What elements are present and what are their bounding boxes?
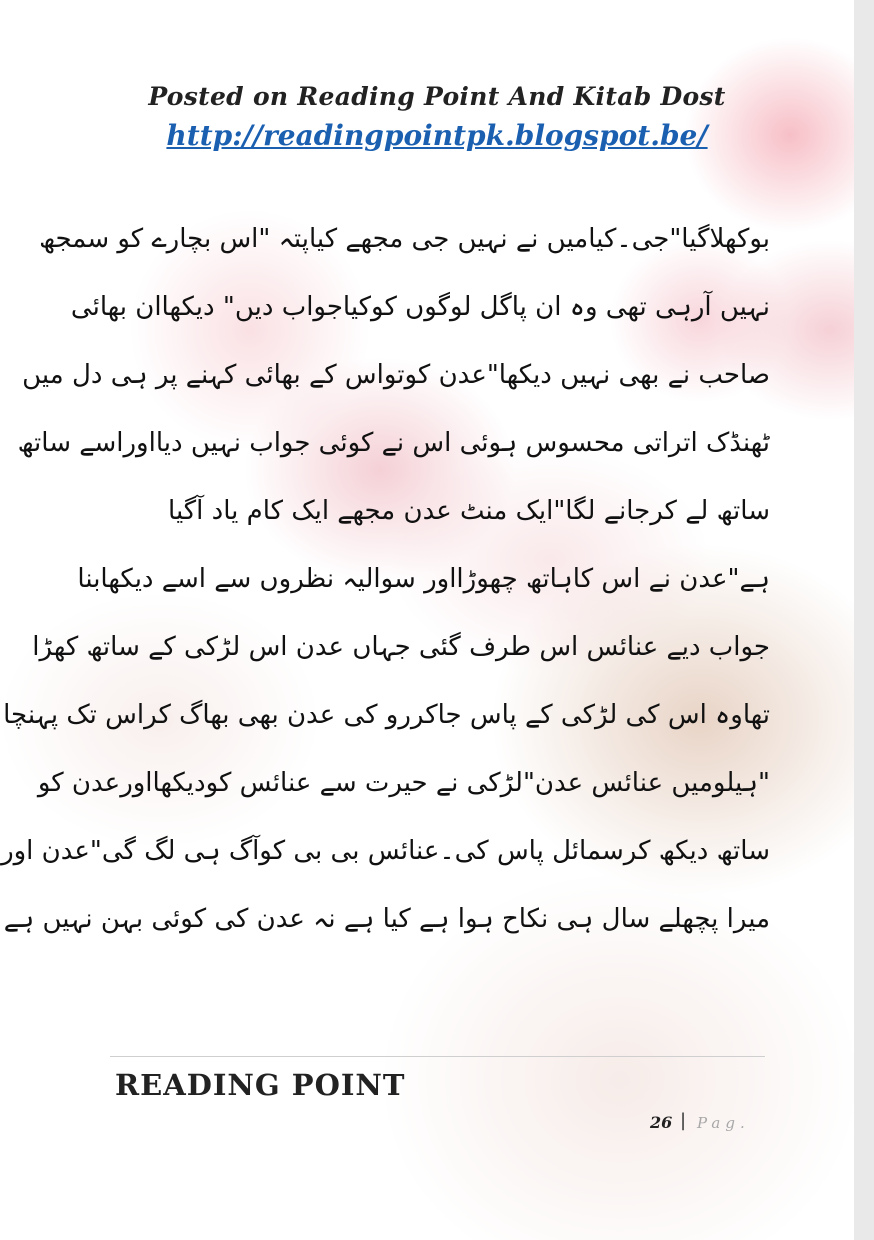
body-line: "ہیلومیں عنائس عدن"لڑکی نے حیرت سے عنائس کودیکھااورعدن کو xyxy=(37,768,770,798)
body-line: بوکھلاگیا"جی۔کیامیں نے نہیں جی مجھے کیاپتہ "اس بچارے کو سمجھ xyxy=(39,224,770,254)
posted-on-line: Posted on Reading Point And Kitab Dost xyxy=(148,82,726,111)
body-line: نہیں آرہی تھی وہ ان پاگل لوگوں کوکیاجواب دیں" دیکھاان بھائی xyxy=(70,292,770,322)
story-body xyxy=(1,205,770,953)
body-line: میرا پچھلے سال ہی نکاح ہوا ہے کیا ہے نہ عدن کی کوئی بہن نہیں ہے xyxy=(3,904,770,934)
blog-url-link[interactable]: http://readingpointpk.blogspot.be/ xyxy=(166,119,708,152)
body-line: ساتھ دیکھ کرسمائل پاس کی۔عنائس بی بی کوآگ ہی لگ گی"عدن اور xyxy=(1,836,770,866)
page-separator: | xyxy=(680,1110,687,1131)
body-line: ہے"عدن نے اس کاہاتھ چھوڑااور سوالیہ نظروں سے اسے دیکھابنا xyxy=(77,564,770,594)
page-edge-strip xyxy=(854,0,874,1240)
footer-divider xyxy=(110,1056,765,1057)
body-line: جواب دیے عنائس اس طرف گئی جہاں عدن اس لڑکی کے ساتھ کھڑا xyxy=(32,632,770,662)
page-number: 26 xyxy=(650,1113,673,1132)
page-header xyxy=(0,80,874,156)
page-label: Pag. xyxy=(697,1114,750,1132)
body-line: صاحب نے بھی نہیں دیکھا"عدن کوتواس کے بھائی کہنے پر ہی دل میں xyxy=(22,360,770,390)
footer-brand: READING POINT xyxy=(115,1068,406,1102)
body-line: ساتھ لے کرجانے لگا"ایک منٹ عدن مجھے ایک کام یاد آگیا xyxy=(168,496,770,526)
body-line: ٹھنڈک اتراتی محسوس ہوئی اس نے کوئی جواب نہیں دیااوراسے ساتھ xyxy=(17,428,770,458)
body-line: تھاوہ اس کی لڑکی کے پاس جاکررو کی عدن بھی بھاگ کراس تک پہنچا xyxy=(3,700,770,730)
